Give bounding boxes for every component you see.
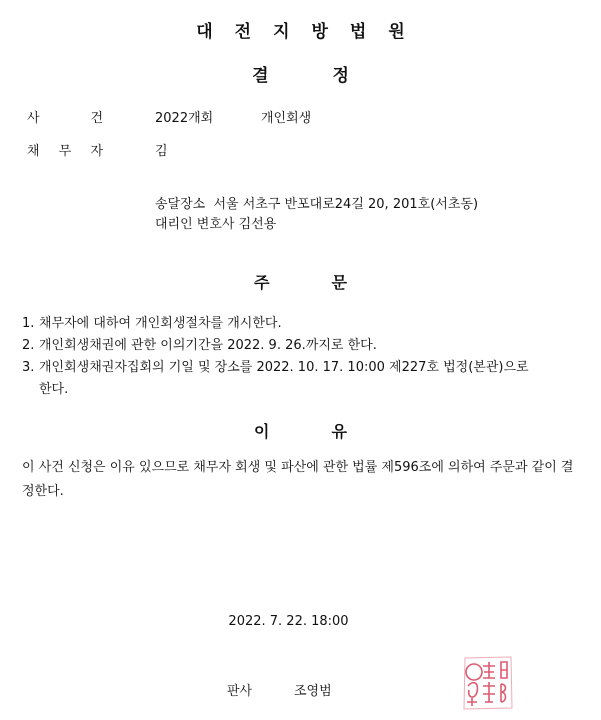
order-item-number: 1. (22, 316, 35, 331)
case-label-char: 사 (27, 111, 40, 126)
decision-datetime: 2022. 7. 22. 18:00 (228, 614, 349, 629)
judge-name: 조영범 (294, 684, 332, 699)
debtor-label-char: 무 (58, 144, 72, 159)
delivery-agent: 대리인 변호사 김선용 (155, 217, 277, 232)
order-item-number: 3. (22, 360, 35, 375)
debtor-label-char: 채 (27, 144, 40, 159)
order-heading: 주문 (254, 273, 409, 292)
document-title: 결정 (252, 66, 413, 86)
debtor-name: 김 (155, 144, 168, 159)
case-label (27, 107, 103, 126)
order-item-number: 2. (22, 338, 35, 353)
order-item-text: 개인회생채권에 관한 이의기간을 2022. 9. 26.까지로 한다. (39, 338, 377, 353)
reason-heading: 이유 (254, 422, 409, 441)
order-item-text: 개인회생채권자집회의 기일 및 장소를 2022. 10. 17. 10:00 제227호 법정(본관)으로 (39, 360, 529, 375)
case-label-char: 건 (90, 111, 103, 126)
court-name: 대전지방법원 (196, 22, 427, 42)
order-item-continuation: 한다. (39, 382, 69, 397)
case-type: 개인회생 (261, 111, 312, 126)
judge-seal-icon (459, 652, 517, 714)
judge-title: 판사 (227, 684, 253, 699)
order-item-text: 채무자에 대하여 개인회생절차를 개시한다. (39, 316, 282, 331)
delivery-address: 송달장소 서울 서초구 반포대로24길 20, 201호(서초동) (155, 197, 479, 212)
order-item (22, 334, 377, 353)
order-item (22, 356, 529, 375)
reason-text: 이 사건 신청은 이유 있으므로 채무자 회생 및 파산에 관한 법률 제596조에 의하여 주문과 같이 결정한다. (22, 460, 574, 499)
debtor-label-char: 자 (90, 144, 103, 159)
case-number: 2022개회 (155, 111, 214, 126)
debtor-label (27, 140, 103, 159)
order-item (22, 312, 282, 331)
